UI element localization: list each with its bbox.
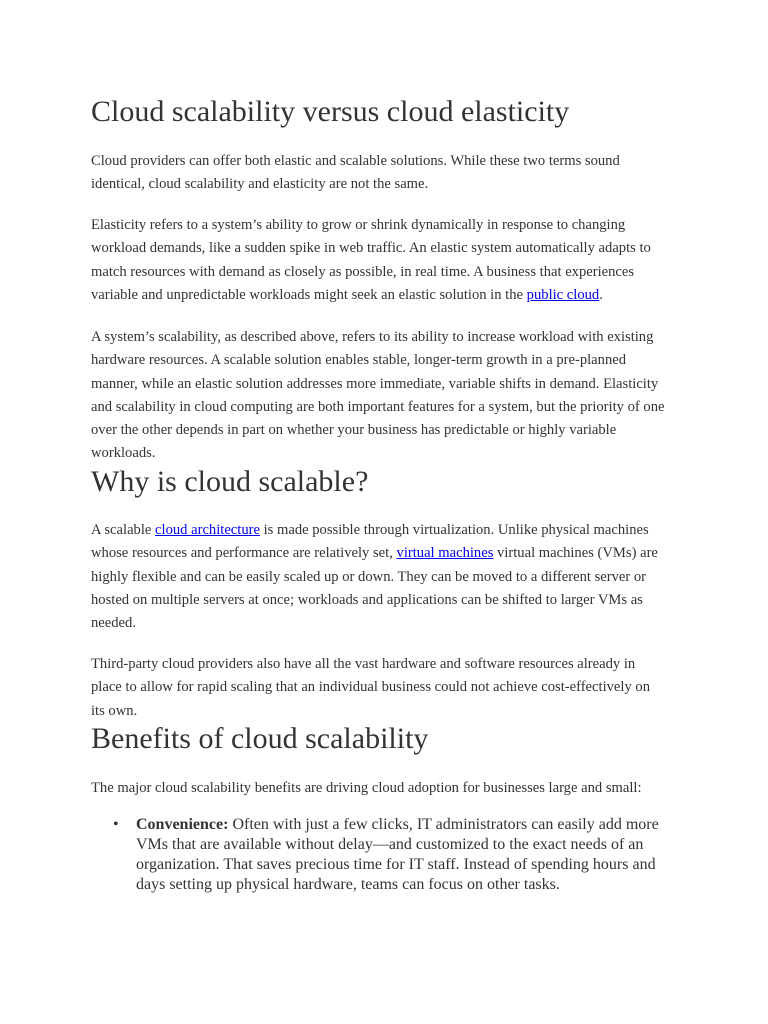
- bullet-marker: •: [113, 816, 119, 833]
- paragraph-elasticity: [91, 214, 666, 307]
- paragraph-third-party: Third-party cloud providers also have all the vast hardware and software resources already in place to allow for rapid scaling that an individual business could not achieve cost-effectively on its own.: [91, 656, 650, 719]
- paragraph-scalability: A system’s scalability, as described above, refers to its ability to increase workload with existing hardware resources. A scalable solution enables stable, longer-term growth in a pre-planned manner, while an elastic solution addresses more immediate, variable shifts in demand. Elasticity and scalability in cloud computing are both important features for a system, but the priority of one over the other depends in part on whether your business has predictable or highly variable workloads.: [91, 329, 665, 462]
- heading-why-cloud-scalable: Why is cloud scalable?: [91, 465, 369, 498]
- link-public-cloud[interactable]: public cloud: [526, 286, 600, 303]
- benefit-description: Often with just a few clicks, IT administrators can easily add more VMs that are available without delay—and customized to the exact needs of an organization. That saves precious time for IT staff. Instead of spending hours and days setting up physical hardware, teams can focus on other tasks.: [136, 816, 659, 893]
- paragraph-virtualization: [91, 519, 666, 635]
- benefit-term: Convenience:: [136, 816, 229, 833]
- paragraph-intro: Cloud providers can offer both elastic and scalable solutions. While these two terms sound identical, cloud scalability and elasticity are not the same.: [91, 153, 620, 193]
- paragraph-virtualization-mid: is made possible through virtualization. Unlike physical machines whose resources and performance are relatively set,: [91, 522, 649, 562]
- heading-benefits: Benefits of cloud scalability: [91, 722, 429, 755]
- paragraph-elasticity-end: .: [599, 286, 603, 303]
- list-item-convenience: [91, 815, 671, 895]
- paragraph-virtualization-start: A scalable: [91, 522, 156, 538]
- paragraph-elasticity-text: Elasticity refers to a system’s ability to grow or shrink dynamically in response to changing workload demands, like a sudden spike in web traffic. An elastic system automatically adapts to match resources with demand as closely as possible, in real time. A business that experiences variable and unpredictable workloads might seek an elastic solution in the: [91, 217, 651, 303]
- paragraph-virtualization-end: virtual machines (VMs) are highly flexible and can be easily scaled up or down. They can be moved to a different server or hosted on multiple servers at once; workloads and applications can be shifted to larger VMs as needed.: [91, 545, 658, 632]
- paragraph-benefits-intro: The major cloud scalability benefits are driving cloud adoption for businesses large and small:: [91, 780, 642, 796]
- heading-scalability-vs-elasticity: Cloud scalability versus cloud elasticity: [91, 95, 570, 128]
- link-cloud-architecture[interactable]: cloud architecture: [155, 522, 260, 538]
- link-virtual-machines[interactable]: virtual machines: [396, 545, 494, 562]
- benefits-list: [91, 815, 671, 895]
